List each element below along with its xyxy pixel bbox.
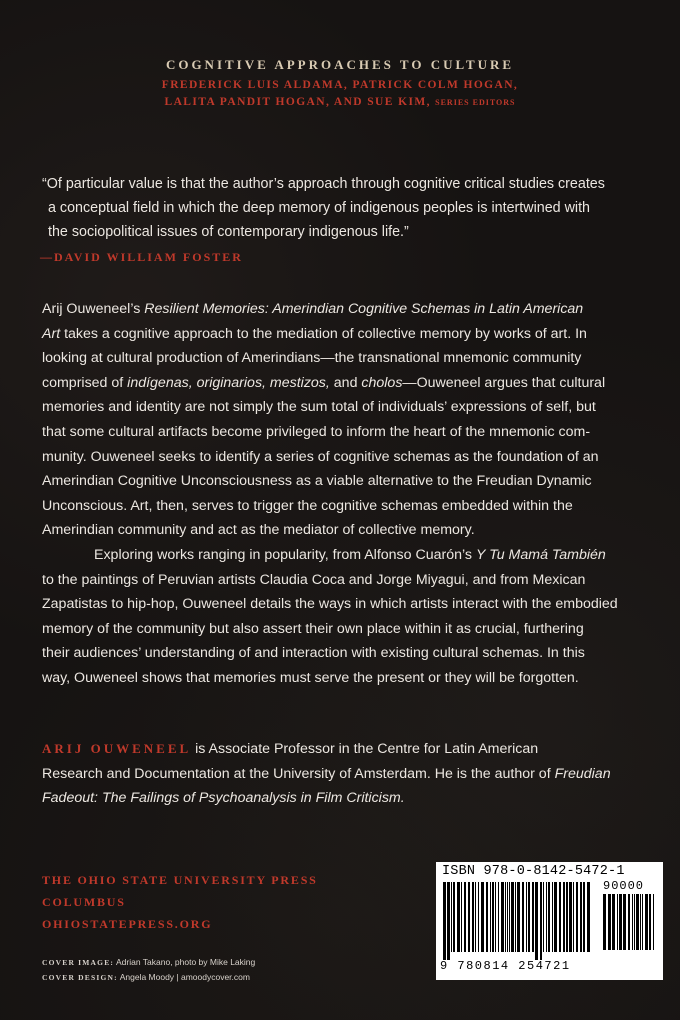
publisher-url[interactable]: OHIOSTATEPRESS.ORG (42, 917, 213, 931)
barcode-bar (640, 894, 641, 950)
barcode-bar (628, 894, 630, 950)
barcode-bar (612, 894, 615, 950)
barcode-bar (515, 882, 516, 952)
series-editors-suffix: SERIES EDITORS (435, 98, 516, 107)
barcode-bar (475, 882, 476, 952)
isbn-barcode (436, 862, 663, 980)
publisher-city: COLUMBUS (42, 895, 126, 909)
description-line: looking at cultural production of Amerindians—the transnational mnemonic community (42, 350, 582, 367)
credit-label: COVER DESIGN: (42, 973, 118, 982)
barcode-bar (443, 882, 446, 960)
description-line: Zapatistas to hip-hop, Ouweneel details the ways in which artists interact with the embodied (42, 596, 618, 613)
credit-value: Adrian Takano, photo by Mike Laking (114, 957, 256, 967)
publisher-name: THE OHIO STATE UNIVERSITY PRESS (42, 873, 318, 887)
description-line (42, 543, 652, 568)
barcode-bar (569, 882, 572, 952)
quote-line: the sociopolitical issues of contemporary indigenous life.” (48, 224, 409, 240)
barcode-bar (580, 882, 582, 952)
credit-value: Angela Moody | amoodycover.com (117, 972, 250, 982)
barcode-bar (554, 882, 557, 952)
italic-term: indígenas, originarios, mestizos, (127, 374, 330, 391)
description-line: memory of the community but also assert their own place within it as crucial, furthering (42, 620, 584, 637)
barcode-bar (619, 894, 622, 950)
barcode-bar (486, 882, 488, 952)
author-name: ARIJ OUWENEEL (42, 741, 192, 756)
barcode-bar (642, 894, 643, 950)
cover-credits (42, 955, 255, 985)
barcode-bar (632, 894, 633, 950)
description-line: Amerindian Cognitive Unconsciousness as a viable alternative to the Freudian Dynamic (42, 473, 592, 490)
ean-number: 9 780814 254721 (440, 959, 571, 973)
series-editors-line-1: FREDERICK LUIS ALDAMA, PATRICK COLM HOGAN, (161, 79, 519, 91)
series-title: COGNITIVE APPROACHES TO CULTURE (165, 57, 515, 72)
barcode-bar (552, 882, 553, 952)
barcode-bar (505, 882, 506, 952)
description-line: munity. Ouweneel seeks to identify a series of cognitive schemas as the foundation of an (42, 448, 599, 465)
description-line: way, Ouweneel shows that memories must serve the present or they will be forgotten. (42, 669, 579, 686)
bio-line (42, 786, 652, 811)
barcode-bar (540, 882, 542, 960)
description-line: Amerindian community and act as the mediator of collective memory. (42, 522, 475, 539)
description-line (42, 371, 652, 396)
series-editors (0, 77, 680, 111)
quote-line: “Of particular value is that the author’s approach through cognitive critical studies creates (42, 176, 605, 192)
barcode-bar (634, 894, 635, 950)
barcode-bar (535, 882, 538, 960)
barcode-bar (546, 882, 547, 952)
book-description (42, 297, 652, 691)
barcode-bar (517, 882, 520, 952)
book-title-italic: Art (42, 325, 61, 342)
description-line (42, 322, 652, 347)
barcode-bar (563, 882, 565, 952)
barcode-bar (457, 882, 460, 952)
cover-image-credit (42, 955, 255, 970)
barcode-bar (653, 894, 654, 950)
quote-line: a conceptual field in which the deep memory of indigenous peoples is intertwined with (48, 200, 591, 216)
bio-text: Research and Documentation at the University of Amsterdam. He is the author of (42, 765, 555, 782)
barcode-bar (481, 882, 484, 952)
bio-line (42, 762, 652, 787)
barcode-bar (478, 882, 479, 952)
description-text: takes a cognitive approach to the mediation of collective memory by works of art. In (60, 325, 587, 342)
bio-line (42, 737, 652, 762)
price-addon-number: 90000 (603, 879, 645, 893)
barcode-bar (543, 882, 544, 952)
bio-text: is Associate Professor in the Centre for Latin American (191, 741, 539, 757)
credit-label: COVER IMAGE: (42, 958, 115, 967)
quote-attribution: —DAVID WILLIAM FOSTER (40, 250, 243, 264)
barcode-bar (576, 882, 578, 952)
barcode-bar (490, 882, 491, 952)
barcode-bar (528, 882, 530, 952)
barcode-bar (649, 894, 651, 950)
barcode-bar (468, 882, 470, 952)
barcode-bar (495, 882, 496, 952)
description-text: comprised of (42, 374, 128, 391)
barcode-bar (501, 882, 504, 952)
barcode-bar (492, 882, 494, 952)
description-text: —Ouweneel argues that cultural (402, 374, 606, 391)
barcode-bar (509, 882, 510, 952)
addon-barcode-bars (602, 894, 658, 958)
author-bio (42, 737, 652, 811)
description-text: and (329, 374, 362, 391)
barcode-bar (453, 882, 455, 952)
italic-term: cholos (361, 374, 403, 391)
series-editors-names: LALITA PANDIT HOGAN, AND SUE KIM, (164, 96, 431, 108)
book-title-italic: Resilient Memories: Amerindian Cognitive Schemas in Latin American (144, 301, 584, 317)
series-editors-line-2 (0, 94, 680, 111)
barcode-bar (559, 882, 561, 952)
barcode-bar (636, 894, 639, 950)
barcode-bar (472, 882, 474, 952)
description-line: that some cultural artifacts become privileged to inform the heart of the mnemonic com- (42, 423, 591, 440)
description-line: memories and identity are not simply the sum total of individuals’ expressions of self, but (42, 399, 596, 416)
barcode-bar (587, 882, 590, 952)
description-text: Arij Ouweneel’s (42, 301, 145, 317)
publisher-block (42, 869, 318, 935)
barcode-bar (507, 882, 508, 952)
description-text: Exploring works ranging in popularity, from Alfonso Cuarón’s (94, 546, 476, 563)
endorsement-quote (42, 172, 642, 244)
barcode-bar (617, 894, 618, 950)
description-line (42, 297, 652, 322)
ean-barcode-bars (442, 882, 594, 960)
barcode-bar (532, 882, 534, 952)
barcode-bar (464, 882, 466, 952)
barcode-bar (522, 882, 524, 952)
barcode-bar (526, 882, 527, 952)
description-line: to the paintings of Peruvian artists Claudia Coca and Jorge Miyagui, and from Mexican (42, 571, 586, 588)
barcode-bar (583, 882, 585, 952)
barcode-bar (645, 894, 648, 950)
description-line: their audiences’ understanding of and interaction with existing cultural schemas. In this (42, 645, 585, 662)
isbn-number: ISBN 978-0-8142-5472-1 (442, 864, 625, 879)
bio-book-title-italic: Freudian (554, 765, 611, 782)
barcode-bar (511, 882, 514, 952)
barcode-bar (603, 894, 606, 950)
barcode-bar (566, 882, 568, 952)
barcode-bar (461, 882, 462, 952)
cover-design-credit (42, 970, 255, 985)
description-line: Unconscious. Art, then, serves to trigger the cognitive schemas embedded within the (42, 497, 573, 514)
barcode-bar (608, 894, 611, 950)
series-header (0, 57, 680, 111)
barcode-bar (498, 882, 499, 952)
barcode-bar (573, 882, 574, 952)
barcode-bar (548, 882, 550, 952)
film-title-italic: Y Tu Mamá También (475, 546, 606, 563)
barcode-bar (447, 882, 450, 960)
barcode-bar (451, 882, 452, 952)
barcode-bar (623, 894, 626, 950)
bio-book-title-italic: Fadeout: The Failings of Psychoanalysis in Film Criticism. (42, 790, 405, 807)
